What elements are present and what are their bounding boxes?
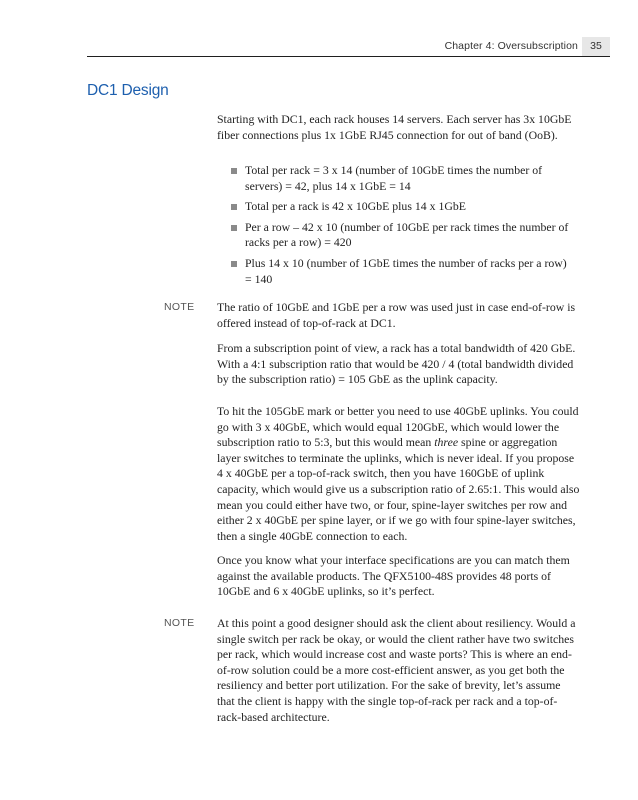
note-text-1 bbox=[217, 300, 581, 331]
list-item bbox=[231, 199, 571, 215]
list-item bbox=[231, 256, 571, 287]
bullet-text: Total per a rack is 42 x 10GbE plus 14 x 1GbE bbox=[245, 199, 466, 214]
paragraph-uplinks bbox=[217, 404, 581, 544]
note-body: At this point a good designer should ask the client about resiliency. Would a single switch per rack be okay, or would the client rather have two switches per rack, which would increase cost and waste ports? This is where an end-of-row solution could be a more cost-efficient answer, as you get both the resiliency and better port utilization. For the sake of brevity, let’s assume that the client is happy with the single top-of-rack per rack and a top-of-rack-based architecture. bbox=[217, 616, 576, 724]
text-segment: spine or aggregation layer switches to terminate the uplinks, which is never ideal. If you propose 4 x 40GbE per a top-of-rack switch, then you have 160GbE of uplink capacity, which would give us a subscription ratio of 2.65:1. This would also mean you could either have two, or four, spine-layer switches per row and either 2 x 40GbE per spine layer, or if we go with four spine-layer switches, then a single 40GbE connection to each. bbox=[217, 435, 580, 543]
paragraph-products bbox=[217, 553, 581, 600]
paragraph-text bbox=[217, 404, 581, 544]
header-rule bbox=[87, 56, 610, 57]
text-segment: To hit the 105GbE mark or better you need to use 40GbE uplinks. You could go with 3 x 40GbE, which would equal 120GbE, which would lower the subscription ratio to 5:3, but this would mean bbox=[217, 404, 579, 450]
intro-paragraph bbox=[217, 112, 581, 143]
paragraph-text: Once you know what your interface specifications are you can match them against the available products. The QFX5100-48S provides 48 ports of 10GbE and 6 x 40GbE uplinks, so it’s perfect. bbox=[217, 553, 570, 599]
bullet-square-icon bbox=[231, 261, 237, 267]
page-number: 35 bbox=[582, 37, 610, 56]
note-label: NOTE bbox=[164, 617, 195, 629]
note-body: The ratio of 10GbE and 1GbE per a row was used just in case end-of-row is offered instead of top-of-rack at DC1. bbox=[217, 300, 576, 330]
bullet-square-icon bbox=[231, 204, 237, 210]
paragraph-text: From a subscription point of view, a rack has a total bandwidth of 420 GbE. With a 4:1 subscription ratio that would be 420 / 4 (total bandwidth divided by the subscription ratio) = 105 GbE as the uplink capacity. bbox=[217, 341, 576, 387]
paragraph-bandwidth bbox=[217, 341, 581, 388]
note-label: NOTE bbox=[164, 301, 195, 313]
list-item bbox=[231, 220, 571, 251]
intro-text: Starting with DC1, each rack houses 14 servers. Each server has 3x 10GbE fiber connections plus 1x 1GbE RJ45 connection for out of band (OoB). bbox=[217, 112, 572, 142]
bullet-text: Plus 14 x 10 (number of 1GbE times the number of racks per a row) = 140 bbox=[245, 255, 567, 286]
bullet-text: Total per rack = 3 x 14 (number of 10GbE times the number of servers) = 42, plus 14 x 1GbE = 14 bbox=[245, 163, 543, 193]
list-item bbox=[231, 163, 571, 194]
running-header-chapter: Chapter 4: Oversubscription bbox=[444, 40, 578, 52]
section-title: DC1 Design bbox=[87, 82, 169, 99]
bullet-list bbox=[231, 163, 571, 287]
bullet-square-icon bbox=[231, 168, 237, 174]
emphasis-text: three bbox=[434, 435, 459, 450]
bullet-text: Per a row – 42 x 10 (number of 10GbE per rack times the number of racks per a row) = 420 bbox=[245, 219, 569, 250]
note-text-2 bbox=[217, 616, 581, 725]
bullet-square-icon bbox=[231, 225, 237, 231]
